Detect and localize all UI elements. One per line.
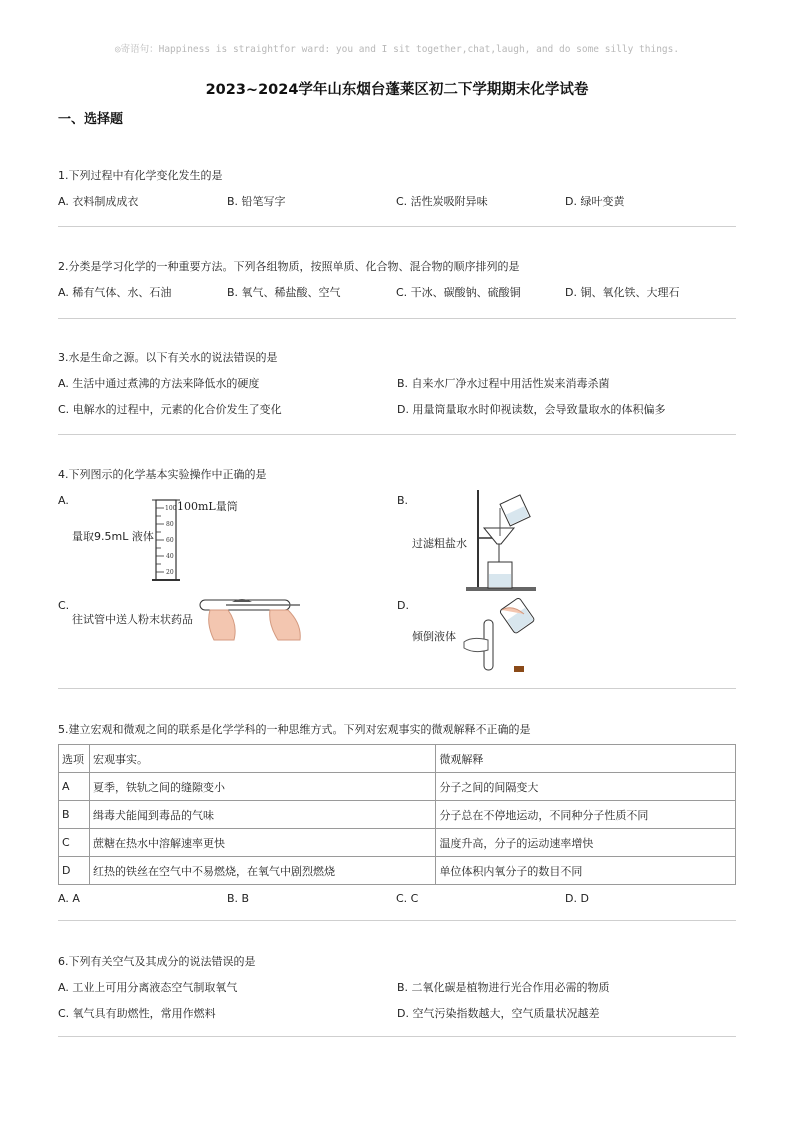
option-b-letter[interactable]: B. [397, 494, 409, 507]
option-d[interactable]: D. 空气污染指数越大，空气质量状况越差 [397, 1007, 600, 1020]
option-a[interactable]: A. 稀有气体、水、石油 [58, 286, 172, 299]
tick-label: 100 [165, 505, 177, 512]
option-c-caption: 往试管中送人粉末状药品 [72, 613, 193, 626]
option-a-caption: 量取9.5mL 液体 [72, 530, 154, 543]
divider [58, 318, 736, 319]
option-c[interactable]: C. 干冰、碳酸钠、硫酸铜 [396, 286, 521, 299]
pouring-liquid-figure [458, 596, 542, 676]
table-row [59, 829, 736, 857]
question-3 [58, 350, 736, 417]
divider [58, 434, 736, 435]
header-cell: 宏观事实。 [89, 745, 435, 773]
option-d[interactable]: D. 用量筒量取水时仰视读数，会导致量取水的体积偏多 [397, 403, 666, 416]
table-cell: D [59, 857, 90, 885]
divider [58, 920, 736, 921]
table-cell: C [59, 829, 90, 857]
option-a[interactable]: A. 衣料制成成衣 [58, 195, 139, 208]
divider [58, 688, 736, 689]
question-stem: 1.下列过程中有化学变化发生的是 [58, 169, 223, 182]
option-a[interactable]: A. A [58, 892, 80, 905]
question-4 [58, 467, 736, 483]
table-cell: 单位体积内氧分子的数目不同 [436, 857, 736, 885]
test-tube-powder-figure [196, 590, 308, 642]
option-c[interactable]: C. 电解水的过程中，元素的化合价发生了变化 [58, 403, 282, 416]
question-5 [58, 722, 736, 905]
tick-label: 20 [166, 569, 174, 576]
header-cell: 微观解释 [436, 745, 736, 773]
option-b[interactable]: B. 二氧化碳是植物进行光合作用必需的物质 [397, 981, 610, 994]
table-cell: A [59, 773, 90, 801]
exam-title: 2023~2024学年山东烟台蓬莱区初二下学期期末化学试卷 [205, 82, 589, 98]
option-b-caption: 过滤粗盐水 [412, 537, 467, 550]
divider [58, 226, 736, 227]
table-header-row [59, 745, 736, 773]
option-a-letter[interactable]: A. [58, 494, 69, 507]
table-cell: 红热的铁丝在空气中不易燃烧，在氧气中剧烈燃烧 [89, 857, 435, 885]
option-c-letter[interactable]: C. [58, 599, 70, 612]
table-cell: 温度升高，分子的运动速率增快 [436, 829, 736, 857]
divider [58, 1036, 736, 1037]
option-d-caption: 倾倒液体 [412, 630, 456, 643]
question-stem: 4.下列图示的化学基本实验操作中正确的是 [58, 468, 267, 481]
motto-line: ◎寄语句：Happiness is straightfor ward: you and I sit together,chat,laugh, and do some silly things. [114, 44, 680, 55]
tick-label: 40 [166, 553, 174, 560]
table-cell: 分子总在不停地运动，不同种分子性质不同 [436, 801, 736, 829]
tick-label: 60 [166, 537, 174, 544]
table-cell: 蔗糖在热水中溶解速率更快 [89, 829, 435, 857]
option-c[interactable]: C. 氧气具有助燃性，常用作燃料 [58, 1007, 216, 1020]
table-cell: B [59, 801, 90, 829]
question-stem: 6.下列有关空气及其成分的说法错误的是 [58, 955, 256, 968]
filtration-figure [460, 488, 550, 594]
option-b[interactable]: B. 铅笔写字 [227, 195, 286, 208]
option-d[interactable]: D. D [565, 892, 589, 905]
option-b[interactable]: B. B [227, 892, 250, 905]
option-d[interactable]: D. 绿叶变黄 [565, 195, 625, 208]
option-a[interactable]: A. 工业上可用分离液态空气制取氧气 [58, 981, 238, 994]
table-row [59, 857, 736, 885]
option-a[interactable]: A. 生活中通过煮沸的方法来降低水的硬度 [58, 377, 260, 390]
tick-label: 80 [166, 521, 174, 528]
question-stem: 3.水是生命之源。以下有关水的说法错误的是 [58, 351, 278, 364]
explanation-table [58, 744, 736, 885]
question-1 [58, 168, 736, 209]
option-c[interactable]: C. 活性炭吸附异味 [396, 195, 488, 208]
option-b[interactable]: B. 自来水厂净水过程中用活性炭来消毒杀菌 [397, 377, 610, 390]
option-d[interactable]: D. 铜、氧化铁、大理石 [565, 286, 680, 299]
question-stem: 5.建立宏观和微观之间的联系是化学学科的一种思维方式。下列对宏观事实的微观解释不正确的是 [58, 723, 531, 736]
option-d-letter[interactable]: D. [397, 599, 409, 612]
section-heading: 一、选择题 [58, 112, 124, 127]
table-cell: 夏季，铁轨之间的缝隙变小 [89, 773, 435, 801]
header-cell: 选项 [59, 745, 90, 773]
table-cell: 缉毒犬能闻到毒品的气味 [89, 801, 435, 829]
table-cell: 分子之间的间隔变大 [436, 773, 736, 801]
option-b[interactable]: B. 氧气、稀盐酸、空气 [227, 286, 341, 299]
table-row [59, 801, 736, 829]
question-2 [58, 259, 736, 300]
option-c[interactable]: C. C [396, 892, 419, 905]
question-6 [58, 954, 736, 1021]
cylinder-label: 100mL量筒 [177, 500, 238, 513]
question-stem: 2.分类是学习化学的一种重要方法。下列各组物质，按照单质、化合物、混合物的顺序排列的是 [58, 260, 520, 273]
graduated-cylinder-figure [140, 494, 290, 586]
table-row [59, 773, 736, 801]
